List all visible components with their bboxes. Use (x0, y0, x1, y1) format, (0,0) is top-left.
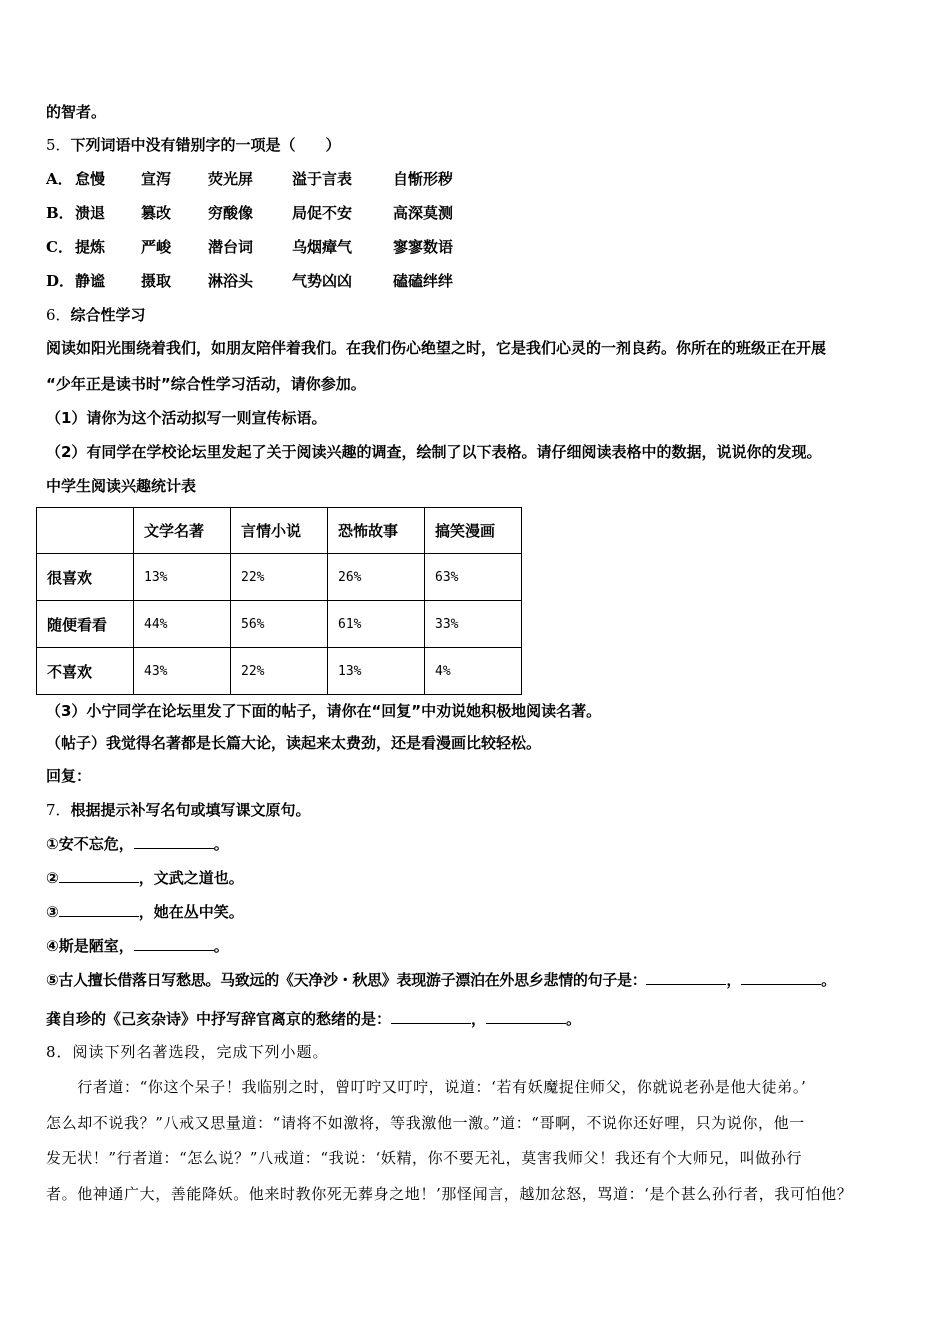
q7-item2-num: ② (46, 869, 59, 887)
q7-item6-text: 龚自珍的《己亥杂诗》中抒写辞官离京的愁绪的是： (46, 1010, 392, 1028)
option-label: C． (46, 238, 73, 256)
table-cell: 13% (134, 554, 231, 601)
option-word: 摄取 (141, 272, 172, 290)
answer-blank[interactable] (59, 868, 139, 883)
option-word: 溢于言表 (292, 170, 353, 188)
passage-line: 行者道：“你这个呆子！我临别之时，曾叮咛又叮咛，说道：‘若有妖魔捉住师父，你就说老孙是他大徒弟。’ (46, 1078, 807, 1096)
option-word: 高深莫测 (393, 204, 454, 222)
table-cell: 44% (134, 601, 231, 648)
q7-item5-text: ⑤古人擅长借落日写愁思。马致远的《天净沙・秋思》表现游子漂泊在外思乡悲情的句子是： (46, 971, 647, 989)
table-header-cell (37, 508, 134, 554)
q5-number: 5． (46, 136, 71, 154)
q8-number: 8． (46, 1043, 73, 1061)
table-cell: 22% (231, 648, 328, 695)
q6-sub1: （1）请你为这个活动拟写一则宣传标语。 (46, 409, 327, 427)
answer-blank[interactable] (134, 936, 214, 951)
table-cell: 33% (425, 601, 522, 648)
option-word: 磕磕绊绊 (393, 272, 454, 290)
q7-item1 (46, 834, 229, 854)
option-label: A． (46, 170, 73, 188)
q7-item4-text: ④斯是陋室， (46, 937, 134, 955)
q6-number: 6． (46, 306, 71, 324)
q6-reply: 回复： (46, 767, 92, 785)
q5-stem (46, 135, 341, 155)
option-word: 宣泻 (141, 170, 172, 188)
q7-item3-num: ③ (46, 903, 59, 921)
q6-sub3: （3）小宁同学在论坛里发了下面的帖子，请你在“回复”中劝说她积极地阅读名著。 (46, 702, 602, 720)
option-word: 乌烟瘴气 (292, 238, 353, 256)
option-word: 淋浴头 (208, 272, 254, 290)
option-word: 局促不安 (292, 204, 353, 222)
q5-text: 下列词语中没有错别字的一项是（ ） (70, 136, 341, 154)
table-row-label: 很喜欢 (37, 554, 134, 601)
q7-item1-text: ①安不忘危， (46, 835, 134, 853)
option-word: 严峻 (141, 238, 172, 256)
option-word: 自惭形秽 (393, 170, 454, 188)
table-cell: 43% (134, 648, 231, 695)
option-word: 穷酸像 (208, 204, 254, 222)
table-row (37, 601, 522, 648)
q6-para2: “少年正是读书时”综合性学习活动，请你参加。 (46, 375, 366, 393)
option-word: 寥寥数语 (393, 238, 454, 256)
table-row (37, 554, 522, 601)
option-word: 篡改 (141, 204, 172, 222)
option-word: 气势凶凶 (292, 272, 353, 290)
table-header-cell: 搞笑漫画 (425, 508, 522, 554)
option-word: 荧光屏 (208, 170, 254, 188)
intro-tail: 的智者。 (46, 103, 107, 121)
q8-text: 阅读下列名著选段，完成下列小题。 (72, 1043, 329, 1061)
q7-item6 (46, 1009, 581, 1029)
option-label: D． (46, 272, 75, 290)
option-label: B． (46, 204, 74, 222)
answer-blank[interactable] (486, 1009, 566, 1024)
reading-interest-table (36, 507, 522, 695)
option-word: 潜台词 (208, 238, 254, 256)
q7-item3 (46, 902, 244, 922)
table-row-label: 随便看看 (37, 601, 134, 648)
q7-item4 (46, 936, 229, 956)
table-row (37, 648, 522, 695)
q7-item4-end: 。 (213, 937, 229, 955)
q6-post: （帖子）我觉得名著都是长篇大论，读起来太费劲，还是看漫画比较轻松。 (46, 734, 542, 752)
table-header-cell: 文学名著 (134, 508, 231, 554)
table-header-row (37, 508, 522, 554)
option-word: 溃退 (75, 204, 106, 222)
q7-item2 (46, 868, 244, 888)
answer-blank[interactable] (59, 902, 139, 917)
passage-line: 发无状！”行者道：“怎么说？”八戒道：“我说：‘妖精，你不要无礼，莫害我师父！我还有个大师兄，叫做孙行 (46, 1149, 803, 1167)
option-word: 静谧 (75, 272, 106, 290)
table-header-cell: 言情小说 (231, 508, 328, 554)
q7-item3-text: ，她在丛中笑。 (138, 903, 244, 921)
table-header-cell: 恐怖故事 (328, 508, 425, 554)
q6-sub2: （2）有同学在学校论坛里发起了关于阅读兴趣的调查，绘制了以下表格。请仔细阅读表格中的数据，说说你的发现。 (46, 443, 822, 461)
table-cell: 22% (231, 554, 328, 601)
q8-stem (46, 1042, 329, 1062)
q7-item5 (46, 970, 836, 990)
table-cell: 4% (425, 648, 522, 695)
q6-title-text: 综合性学习 (70, 306, 146, 324)
period: 。 (566, 1010, 582, 1028)
q7-number: 7． (46, 801, 71, 819)
table-cell: 13% (328, 648, 425, 695)
option-word: 怠慢 (75, 170, 106, 188)
table-cell: 56% (231, 601, 328, 648)
table-row-label: 不喜欢 (37, 648, 134, 695)
table-title: 中学生阅读兴趣统计表 (46, 477, 197, 495)
answer-blank[interactable] (134, 834, 214, 849)
q6-para1: 阅读如阳光围绕着我们，如朋友陪伴着我们。在我们伤心绝望之时，它是我们心灵的一剂良药。你所在的班级正在开展 (46, 339, 827, 357)
comma: ， (471, 1010, 487, 1028)
period: 。 (821, 971, 836, 989)
table-cell: 61% (328, 601, 425, 648)
answer-blank[interactable] (741, 970, 821, 985)
option-word: 提炼 (75, 238, 106, 256)
q7-text: 根据提示补写名句或填写课文原句。 (70, 801, 311, 819)
q7-item2-text: ，文武之道也。 (138, 869, 244, 887)
table-cell: 26% (328, 554, 425, 601)
answer-blank[interactable] (646, 970, 726, 985)
q7-stem (46, 800, 311, 820)
q7-item1-end: 。 (213, 835, 229, 853)
passage-line: 者。他神通广大，善能降妖。他来时教你死无葬身之地！’那怪闻言，越加忿怒，骂道：‘是个甚么孙行者，我可怕他？ (46, 1184, 853, 1203)
passage-line: 怎么却不说我？”八戒又思量道：“请将不如激将，等我激他一激。”道：“哥啊，不说你还好哩，只为说你，他一 (46, 1113, 805, 1132)
answer-blank[interactable] (391, 1009, 471, 1024)
comma: ， (726, 971, 742, 989)
q6-title (46, 305, 146, 325)
table-cell: 63% (425, 554, 522, 601)
